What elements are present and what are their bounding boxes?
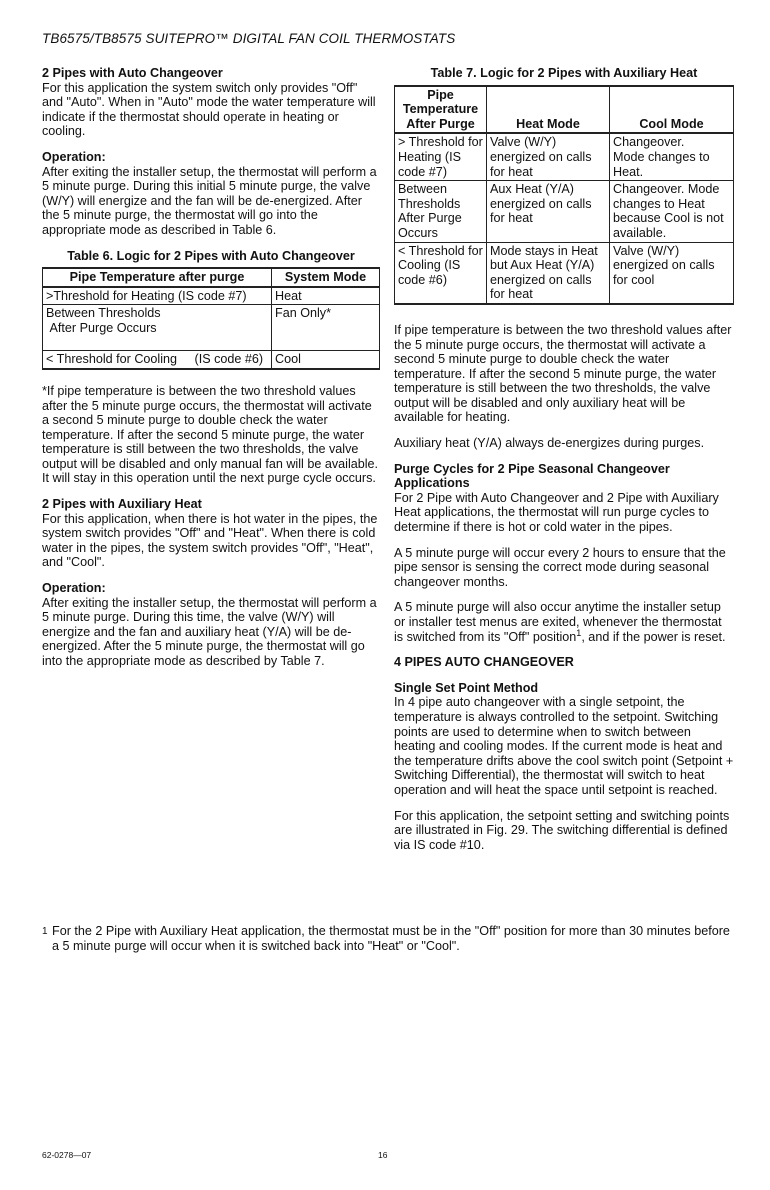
table-header-row bbox=[395, 86, 734, 134]
table-cell: Heat bbox=[272, 287, 380, 305]
table-header-row bbox=[43, 268, 380, 287]
paragraph-text-tail: , and if the power is reset. bbox=[581, 629, 726, 644]
paragraph-text bbox=[394, 600, 734, 644]
paragraph bbox=[394, 809, 734, 853]
section-title: Purge Cycles for 2 Pipe Seasonal Changeover Applications bbox=[394, 461, 670, 491]
section-single-set-point bbox=[394, 681, 734, 798]
paragraph bbox=[394, 323, 734, 425]
table-cell: Between Thresholds After Purge Occurs bbox=[395, 181, 487, 242]
section-title: Single Set Point Method bbox=[394, 680, 539, 695]
table-cell: Changeover. Mode changes to Heat. bbox=[610, 133, 734, 180]
paragraph bbox=[394, 600, 734, 644]
section-body: After exiting the installer setup, the thermostat will perform a 5 minute purge. During this initial 5 minute purge, the valve (W/Y) will energize and the fan will be de-energized. After the 5 minute purge, the thermostat will go into the appropriate mode as described in Table 6. bbox=[42, 164, 377, 237]
right-column bbox=[394, 66, 734, 863]
section-2-pipes-aux-heat bbox=[42, 497, 380, 570]
table-cell: Valve (W/Y) energized on calls for cool bbox=[610, 242, 734, 304]
section-body: After exiting the installer setup, the thermostat will perform a 5 minute purge. During this time, the valve (W/Y) will energize and the fan and auxiliary heat (Y/A) will be de-energized. After the 5 minute purge, the thermostat will go into the appropriate mode as described by Table 7. bbox=[42, 595, 377, 668]
section-body: For 2 Pipe with Auto Changeover and 2 Pipe with Auxiliary Heat applications, the thermostat will run purge cycles to determine if there is hot or cold water in the pipes. bbox=[394, 490, 719, 535]
table-cell: > Threshold for Heating (IS code #7) bbox=[395, 133, 487, 180]
table-row bbox=[43, 287, 380, 305]
paragraph-text: A 5 minute purge will occur every 2 hours to ensure that the pipe sensor is sensing the correct mode during seasonal changeover months. bbox=[394, 545, 726, 589]
table-header-cell: Heat Mode bbox=[487, 86, 610, 134]
table6-caption: Table 6. Logic for 2 Pipes with Auto Changeover bbox=[67, 248, 355, 263]
footnote-ref: 1 bbox=[576, 627, 582, 638]
doc-number: 62-0278—07 bbox=[42, 1150, 92, 1160]
table-cell: Mode stays in Heat but Aux Heat (Y/A) energized on calls for heat bbox=[487, 242, 610, 304]
table-cell: < Threshold for Cooling (IS code #6) bbox=[395, 242, 487, 304]
table-row bbox=[43, 305, 380, 351]
table6 bbox=[42, 267, 380, 370]
paragraph-text: Auxiliary heat (Y/A) always de-energizes during purges. bbox=[394, 436, 705, 451]
table-cell: Between Thresholds After Purge Occurs bbox=[43, 305, 272, 351]
paragraph bbox=[394, 546, 734, 590]
page-number: 16 bbox=[378, 1150, 388, 1160]
table7-caption: Table 7. Logic for 2 Pipes with Auxiliary Heat bbox=[430, 66, 698, 80]
section-title: 2 Pipes with Auto Changeover bbox=[42, 66, 223, 80]
table-header-cell: Pipe Temperature after purge bbox=[43, 268, 272, 287]
footnote-mark: 1 bbox=[42, 926, 48, 937]
section-body: For this application, when there is hot water in the pipes, the system switch provides "Off" and "Heat". When there is cold water in the pipes, the system switch provides "Off", "Heat", and "Cool". bbox=[42, 511, 378, 570]
section-title: 2 Pipes with Auxiliary Heat bbox=[42, 497, 202, 512]
table-cell: >Threshold for Heating (IS code #7) bbox=[43, 287, 272, 305]
section-operation-1 bbox=[42, 150, 380, 238]
section-operation-2 bbox=[42, 581, 380, 669]
table-row bbox=[43, 351, 380, 369]
section-title: Operation: bbox=[42, 581, 106, 596]
table-row bbox=[395, 181, 734, 242]
section-purge-cycles bbox=[394, 462, 734, 535]
table-header-cell: System Mode bbox=[272, 268, 380, 287]
table-cell: Fan Only* bbox=[272, 305, 380, 351]
section-4-pipes bbox=[394, 655, 734, 670]
section-body: In 4 pipe auto changeover with a single setpoint, the temperature is always controlled to the setpoint. Switching points are used to determine when to switch between heating and cooling modes. If the current mode is heat and the temperature drifts above the cool switch point (Setpoint + Switching Differential), the thermostat will switch to heat operation and will heat the space until setpoint is reached. bbox=[394, 695, 734, 797]
table-cell: Valve (W/Y) energized on calls for heat bbox=[487, 133, 610, 180]
paragraph bbox=[394, 436, 734, 451]
table-cell: Cool bbox=[272, 351, 380, 369]
table7 bbox=[394, 85, 734, 305]
note-text: *If pipe temperature is between the two threshold values after the 5 minute purge occurs, the thermostat will activate a second 5 minute purge to double check the water temperature. If after the second 5 minute purge, the water temperature is still between the two thresholds, the valve output will be disabled and only manual fan will be available. It will stay in this operation until the next purge cycle occurs. bbox=[42, 383, 379, 486]
table6-note bbox=[42, 384, 380, 486]
paragraph-text: If pipe temperature is between the two threshold values after the 5 minute purge occurs, the thermostat will activate a second 5 minute purge to double check the water temperature. If after the second 5 minute purge, the water temperature is still between the two thresholds, the valve output will be disabled and only auxiliary heat will be available for heating. bbox=[394, 322, 732, 425]
table-cell: Changeover. Mode changes to Heat because Cool is not available. bbox=[610, 181, 734, 242]
table-header-cell: Cool Mode bbox=[610, 86, 734, 134]
section-body: For this application the system switch only provides "Off" and "Auto". When in "Auto" mode the water temperature will indicate if the thermostat should operate in heating or cooling. bbox=[42, 80, 376, 139]
footnote bbox=[42, 924, 732, 954]
section-title: 4 PIPES AUTO CHANGEOVER bbox=[394, 655, 574, 670]
table-row bbox=[395, 242, 734, 304]
table-cell: < Threshold for Cooling (IS code #6) bbox=[43, 351, 272, 369]
table-row bbox=[395, 133, 734, 180]
section-title: Operation: bbox=[42, 149, 106, 164]
table-header-cell: Pipe Temperature After Purge bbox=[395, 86, 487, 134]
table-cell: Aux Heat (Y/A) energized on calls for heat bbox=[487, 181, 610, 242]
left-column bbox=[42, 66, 380, 680]
section-2-pipes-auto-changeover bbox=[42, 66, 380, 139]
page-header: TB6575/TB8575 SUITEPRO™ DIGITAL FAN COIL THERMOSTATS bbox=[42, 31, 456, 46]
paragraph-text-main: A 5 minute purge will also occur anytime the installer setup or installer test menus are exited, whenever the thermostat is switched from its "Off" position bbox=[394, 600, 722, 644]
footnote-text: For the 2 Pipe with Auxiliary Heat application, the thermostat must be in the "Off" position for more than 30 minutes before a 5 minute purge will occur when it is switched back into "Heat" or "Cool". bbox=[52, 924, 730, 953]
paragraph-text: For this application, the setpoint setting and switching points are illustrated in Fig. 29. The switching differential is defined via IS code #10. bbox=[394, 808, 730, 852]
